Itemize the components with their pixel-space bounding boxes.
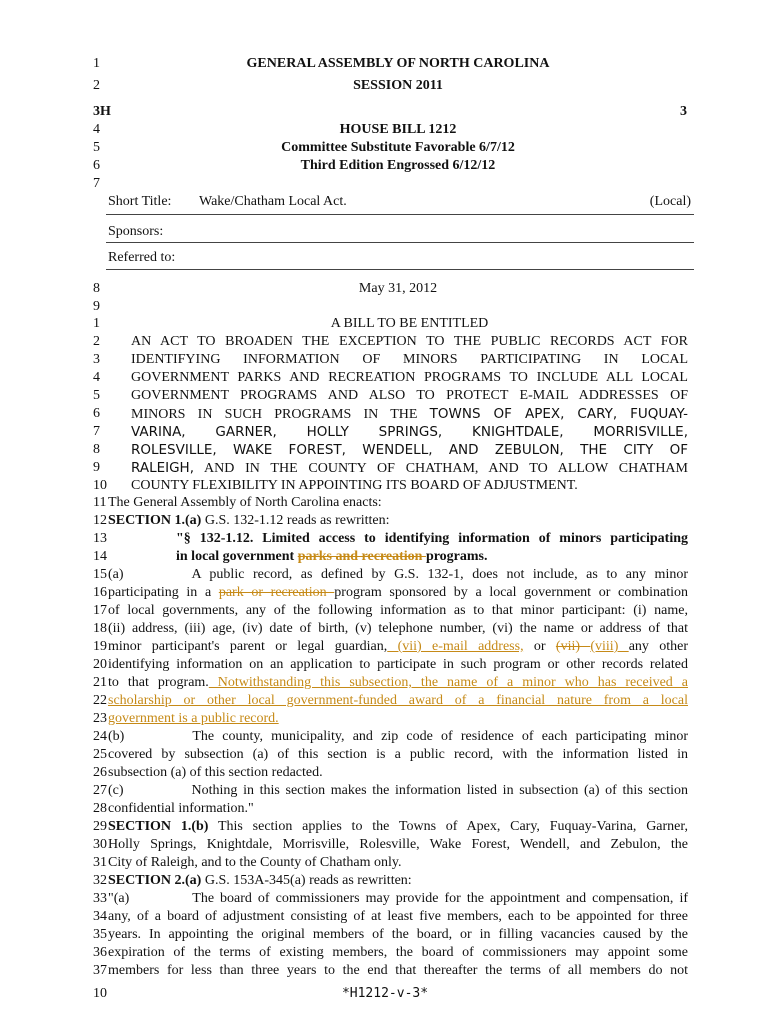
- line-number: 13: [93, 531, 107, 546]
- body-line: years. In appointing the original members of the board, or in filling vacancies caused by the: [108, 927, 688, 942]
- line-number: 36: [93, 945, 107, 960]
- bill-date: May 31, 2012: [358, 281, 438, 296]
- line-number: 24: [93, 729, 107, 744]
- body-line: "(a) The board of commissioners may provide for the appointment and compensation, if: [108, 891, 688, 906]
- enacting-clause: The General Assembly of North Carolina enacts:: [108, 495, 382, 510]
- line-number: 1: [93, 56, 100, 71]
- line-number: 16: [93, 585, 107, 600]
- body-line: scholarship or other local government-funded award of a financial nature from a local: [108, 693, 688, 708]
- body-line: confidential information.": [108, 801, 254, 816]
- title-line: MINORS IN SUCH PROGRAMS IN THE TOWNS OF APEX, CARY, FUQUAY-: [131, 406, 688, 422]
- line-number: 6: [93, 158, 100, 173]
- short-title-label: Short Title:: [108, 194, 172, 209]
- line-number: 2: [93, 334, 100, 349]
- title-line: GOVERNMENT PARKS AND RECREATION PROGRAMS TO INCLUDE ALL LOCAL: [131, 370, 688, 385]
- body-line: Holly Springs, Knightdale, Morrisville, Rolesville, Wake Forest, Wendell, and Zebulon, the: [108, 837, 688, 852]
- line-number: 28: [93, 801, 107, 816]
- title-line: COUNTY FLEXIBILITY IN APPOINTING ITS BOARD OF ADJUSTMENT.: [131, 478, 578, 493]
- statute-heading: in local government parks and recreation programs.: [176, 549, 488, 564]
- line-number: 35: [93, 927, 107, 942]
- document-id: *H1212-v-3*: [341, 986, 429, 1001]
- body-line: of local governments, any of the following information as to that minor participant: (i) name,: [108, 603, 688, 618]
- line-number: 21: [93, 675, 107, 690]
- body-line: participating in a park or recreation program sponsored by a local government or combination: [108, 585, 689, 600]
- line-number: 32: [93, 873, 107, 888]
- line-number: 3: [93, 352, 100, 367]
- line-number: 12: [93, 513, 107, 528]
- line-number: 27: [93, 783, 107, 798]
- bill-status-2: Third Edition Engrossed 6/12/12: [300, 158, 496, 173]
- line-number: 15: [93, 567, 107, 582]
- line-number: 7: [93, 424, 100, 439]
- title-line: AN ACT TO BROADEN THE EXCEPTION TO THE PUBLIC RECORDS ACT FOR: [131, 334, 688, 349]
- line-number: 23: [93, 711, 107, 726]
- title-line: IDENTIFYING INFORMATION OF MINORS PARTICIPATING IN LOCAL: [131, 352, 688, 367]
- line-number: 6: [93, 406, 100, 421]
- body-line: (a) A public record, as defined by G.S. 132-1, does not include, as to any minor: [108, 567, 688, 582]
- bill-number: HOUSE BILL 1212: [339, 122, 457, 137]
- line-number: 9: [93, 299, 100, 314]
- line-number: 2: [93, 78, 100, 93]
- line-number: 9: [93, 460, 100, 475]
- body-line: subsection (a) of this section redacted.: [108, 765, 323, 780]
- divider: [106, 269, 694, 270]
- line-number: 22: [93, 693, 107, 708]
- line-number: 14: [93, 549, 107, 564]
- line-number: 18: [93, 621, 107, 636]
- body-line: (b) The county, municipality, and zip code of residence of each participating minor: [108, 729, 688, 744]
- body-line: (ii) address, (iii) age, (iv) date of birth, (v) telephone number, (vi) the name or address of that: [108, 621, 688, 636]
- title-line: GOVERNMENT PROGRAMS AND ALSO TO PROTECT E-MAIL ADDRESSES OF: [131, 388, 688, 403]
- line-number: 30: [93, 837, 107, 852]
- title-line: RALEIGH, AND IN THE COUNTY OF CHATHAM, AND TO ALLOW CHATHAM: [131, 460, 688, 476]
- line-number: 11: [93, 495, 107, 510]
- line-number: 37: [93, 963, 107, 978]
- line-number: 26: [93, 765, 107, 780]
- line-number: 8: [93, 442, 100, 457]
- sponsors-label: Sponsors:: [108, 224, 164, 239]
- body-line: identifying information on an application to participate in such program or other records related: [108, 657, 688, 672]
- bill-heading: A BILL TO BE ENTITLED: [330, 316, 489, 331]
- body-line: members for less than three years to the end that thereafter the terms of all members do not: [108, 963, 688, 978]
- short-title-type: (Local): [649, 194, 691, 209]
- body-line: expiration of the terms of existing members, the board of commissioners may appoint some: [108, 945, 688, 960]
- line-number: 10: [93, 478, 107, 493]
- line-number: 29: [93, 819, 107, 834]
- chamber-number: 3: [680, 104, 687, 119]
- line-number: 25: [93, 747, 107, 762]
- line-number: 33: [93, 891, 107, 906]
- bill-status-1: Committee Substitute Favorable 6/7/12: [281, 140, 515, 155]
- session-title: SESSION 2011: [353, 78, 443, 93]
- assembly-title: GENERAL ASSEMBLY OF NORTH CAROLINA: [246, 56, 550, 71]
- divider: [106, 214, 694, 215]
- line-number: 5: [93, 140, 100, 155]
- body-line: to that program. Notwithstanding this subsection, the name of a minor who has received a: [108, 675, 688, 690]
- referred-label: Referred to:: [108, 250, 176, 265]
- body-line: City of Raleigh, and to the County of Chatham only.: [108, 855, 402, 870]
- line-number: 4: [93, 122, 100, 137]
- title-line: ROLESVILLE, WAKE FOREST, WENDELL, AND ZEBULON, THE CITY OF: [131, 442, 688, 458]
- line-number: 8: [93, 281, 100, 296]
- section-heading: SECTION 1.(a) G.S. 132-1.12 reads as rewritten:: [108, 513, 390, 528]
- statute-heading: "§ 132-1.12. Limited access to identifying information of minors participating: [176, 531, 688, 546]
- line-number: 19: [93, 639, 107, 654]
- line-number: 34: [93, 909, 107, 924]
- body-line: (c) Nothing in this section makes the information listed in subsection (a) of this section: [108, 783, 688, 798]
- line-number: 20: [93, 657, 107, 672]
- section-heading: SECTION 2.(a) G.S. 153A-345(a) reads as rewritten:: [108, 873, 412, 888]
- line-number: 31: [93, 855, 107, 870]
- line-number: 17: [93, 603, 107, 618]
- title-line: VARINA, GARNER, HOLLY SPRINGS, KNIGHTDALE, MORRISVILLE,: [131, 424, 688, 440]
- body-line: covered by subsection (a) of this section is a public record, with the information listed in: [108, 747, 688, 762]
- section-heading: SECTION 1.(b) This section applies to the Towns of Apex, Cary, Fuquay-Varina, Garner,: [108, 819, 689, 834]
- body-line: any, of a board of adjustment consisting of at least five members, each to be appointed for three: [108, 909, 688, 924]
- page-number: 10: [93, 986, 107, 1001]
- line-number: 7: [93, 176, 100, 191]
- body-line: minor participant's parent or legal guardian, (vii) e-mail address, or (vii) (viii) any other: [108, 639, 688, 654]
- line-number: 1: [93, 316, 100, 331]
- line-number: 4: [93, 370, 100, 385]
- short-title-value: Wake/Chatham Local Act.: [199, 194, 347, 209]
- line-number: 5: [93, 388, 100, 403]
- line-number: 3H: [93, 104, 111, 119]
- body-line: government is a public record.: [108, 711, 279, 726]
- short-title-row: [108, 193, 691, 210]
- divider: [106, 242, 694, 243]
